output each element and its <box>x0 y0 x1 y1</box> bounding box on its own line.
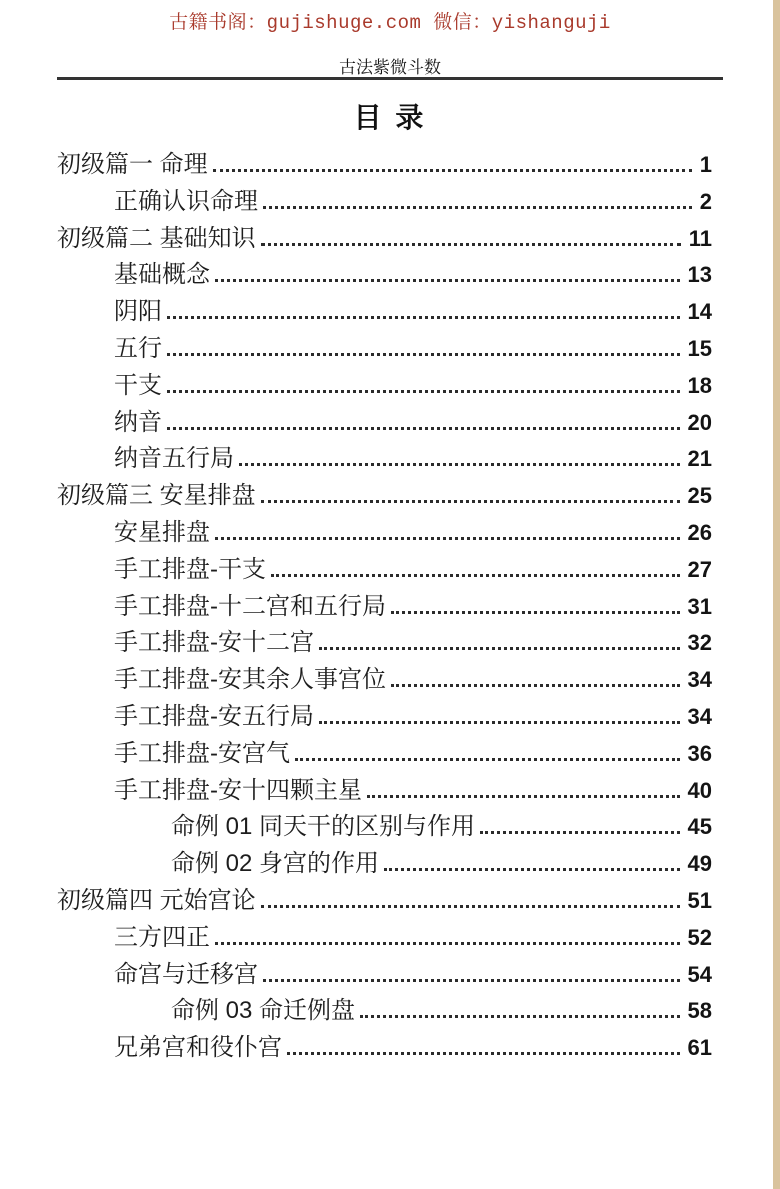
toc-row <box>57 957 712 994</box>
toc-row <box>57 809 712 846</box>
toc-row <box>57 257 712 294</box>
dot-leader <box>263 206 692 209</box>
dot-leader <box>271 574 680 577</box>
toc-entry-label: 初级篇二 基础知识 <box>57 224 256 252</box>
toc-page-number: 14 <box>687 299 712 325</box>
toc-page-number: 25 <box>687 483 712 509</box>
toc-page-number: 21 <box>687 446 712 472</box>
toc-page-number: 31 <box>687 593 712 619</box>
toc-page-number: 15 <box>687 335 712 361</box>
toc-row <box>57 1030 712 1067</box>
dot-leader <box>319 721 680 724</box>
toc-page-number: 32 <box>687 630 712 656</box>
toc-entry-label: 兄弟宫和役仆宫 <box>114 1034 282 1062</box>
toc-page-number: 11 <box>688 225 712 251</box>
toc-row <box>57 920 712 957</box>
toc-page-number: 61 <box>687 1035 712 1061</box>
toc-entry-label: 安星排盘 <box>114 518 210 546</box>
toc-row <box>57 883 712 920</box>
dot-leader <box>360 1015 679 1018</box>
toc-row <box>57 625 712 662</box>
toc-row <box>57 405 712 442</box>
dot-leader <box>480 831 679 834</box>
toc-row <box>57 147 712 184</box>
toc-entry-label: 基础概念 <box>114 261 210 289</box>
toc-row <box>57 441 712 478</box>
toc-page-number: 34 <box>687 667 712 693</box>
toc-row <box>57 368 712 405</box>
toc-row <box>57 589 712 626</box>
running-header-book-title: 古法紫微斗数 <box>339 58 441 77</box>
toc-entry-label: 纳音五行局 <box>114 445 234 473</box>
toc-entry-label: 手工排盘-安其余人事宫位 <box>114 666 386 694</box>
toc-entry-label: 手工排盘-安宫气 <box>114 739 290 767</box>
dot-leader <box>167 316 680 319</box>
dot-leader <box>215 279 680 282</box>
toc-entry-label: 初级篇一 命理 <box>57 151 208 178</box>
toc-entry-label: 命例 02 身宫的作用 <box>171 850 380 878</box>
toc-row <box>57 221 712 258</box>
toc-page-number: 20 <box>687 409 712 435</box>
toc-page-number: 52 <box>687 924 712 950</box>
toc-row <box>57 515 712 552</box>
dot-leader <box>263 979 680 982</box>
toc-row <box>57 846 712 883</box>
toc-entry-label: 手工排盘-安十二宫 <box>114 629 314 657</box>
dot-leader <box>367 795 680 798</box>
toc-entry-label: 三方四正 <box>114 923 210 951</box>
dot-leader <box>391 611 680 614</box>
dot-leader <box>384 868 679 871</box>
toc-page-number: 1 <box>699 152 712 177</box>
dot-leader <box>287 1052 680 1055</box>
toc-entry-label: 命例 03 命迁例盘 <box>171 997 356 1025</box>
dot-leader <box>167 390 680 393</box>
dot-leader <box>391 684 680 687</box>
toc-page-number: 36 <box>687 740 712 766</box>
toc-entry-label: 初级篇三 安星排盘 <box>57 482 256 510</box>
toc-row <box>57 184 712 221</box>
toc-page-number: 40 <box>687 777 712 803</box>
toc-entry-label: 手工排盘-十二宫和五行局 <box>114 592 386 620</box>
toc-page-number: 27 <box>687 556 712 582</box>
toc-page-number: 2 <box>699 188 712 214</box>
toc-entry-label: 命例 01 同天干的区别与作用 <box>171 813 476 841</box>
toc-page-number: 18 <box>687 372 712 398</box>
toc-list <box>57 147 712 1067</box>
toc-row <box>57 736 712 773</box>
dot-leader <box>213 169 692 172</box>
header-rule <box>57 77 723 80</box>
toc-page-number: 58 <box>687 998 712 1024</box>
toc-row <box>57 294 712 331</box>
toc-entry-label: 正确认识命理 <box>114 187 258 215</box>
dot-leader <box>167 353 680 356</box>
dot-leader <box>239 463 680 466</box>
dot-leader <box>215 942 680 945</box>
dot-leader <box>261 905 680 908</box>
toc-entry-label: 手工排盘-干支 <box>114 555 266 583</box>
dot-leader <box>167 427 680 430</box>
toc-page-number: 54 <box>687 961 712 987</box>
toc-row <box>57 478 712 515</box>
toc-row <box>57 662 712 699</box>
toc-page-number: 34 <box>687 703 712 729</box>
toc-row <box>57 993 712 1030</box>
watermark-text: 古籍书阁：gujishuge.com 微信：yishanguji <box>169 12 611 34</box>
toc-row <box>57 331 712 368</box>
toc-page-number: 26 <box>687 519 712 545</box>
toc-title: 目 录 <box>353 102 427 133</box>
toc-entry-label: 初级篇四 元始宫论 <box>57 886 256 914</box>
dot-leader <box>215 537 680 540</box>
dot-leader <box>261 500 680 503</box>
toc-page-number: 49 <box>687 851 712 877</box>
toc-page-number: 13 <box>687 262 712 288</box>
toc-entry-label: 纳音 <box>114 408 162 436</box>
dot-leader <box>261 243 681 246</box>
dot-leader <box>319 647 680 650</box>
toc-entry-label: 手工排盘-安十四颗主星 <box>114 776 362 804</box>
toc-row <box>57 552 712 589</box>
toc-entry-label: 阴阳 <box>114 298 162 326</box>
dot-leader <box>295 758 680 761</box>
toc-entry-label: 五行 <box>114 334 162 362</box>
toc-row <box>57 699 712 736</box>
toc-entry-label: 命宫与迁移宫 <box>114 960 258 988</box>
toc-entry-label: 干支 <box>114 371 162 399</box>
scan-edge-strip <box>773 0 780 1189</box>
toc-page-number: 45 <box>687 814 712 840</box>
toc-row <box>57 773 712 810</box>
toc-entry-label: 手工排盘-安五行局 <box>114 702 314 730</box>
toc-page-number: 51 <box>687 887 712 913</box>
